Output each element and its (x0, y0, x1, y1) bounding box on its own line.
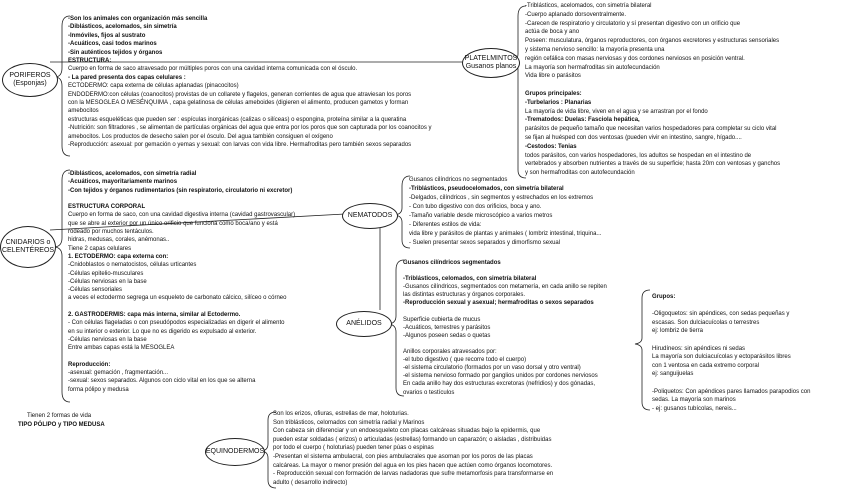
equinodermos-line: por todo el cuerpo ( holoturias) pueden tener púas o espinas (273, 445, 434, 452)
anelidos-line: -Reproducción sexual y asexual; hermafroditas o sexos separados (403, 300, 594, 307)
cnidarios-line: Tiene 2 capas celulares (68, 245, 132, 252)
equinodermos-line: - Reproducción sexual con formación de larvas nadadoras que sufre metamorfosis para transformarse en (273, 471, 554, 478)
cnidarios-line (68, 353, 295, 361)
equinodermos-line: pueden estar soldadas ( erizos) o articuladas (estrellas) formando un caparazón; o aisladas , distribuidas (273, 436, 552, 443)
equinodermos-line: -Presentan el sistema ambulacral, con pies ambulacrales que asoman por los poros de las placas (273, 453, 533, 460)
cnidarios-line: -Diblásticos, acelomados, con simetría radial (68, 171, 197, 177)
cnidarios-line: a veces el ectodermo segrega un esqueleto de carbonato cálcico, silíceo o córneo (68, 295, 287, 302)
grupos-line (652, 379, 810, 388)
poriferos-text (68, 15, 432, 150)
anelidos-line: -el tubo digestivo ( que recorre todo el cuerpo) (403, 357, 527, 364)
anelidos-line (403, 340, 607, 348)
platelmintos-line: Vida libre o parásitos (525, 73, 581, 80)
poriferos-line: Cuerpo en forma de saco atravesado por múltiples poros con una cavidad interna comunicada con el ósculo. (68, 66, 358, 73)
poriferos-line: -Son los animales con organización más sencilla (68, 16, 208, 22)
nematodos-line: -Tamaño variable desde microscópico a varios metros (409, 213, 553, 219)
platelmintos-line: -Trematodos: Duelas: Fasciola hepática, (525, 117, 640, 124)
cnidarios-note-1: Tienen 2 formas de vida (27, 413, 92, 419)
platelmintos-line: Grupos principales: (525, 90, 582, 97)
grupos-line: Grupos: (652, 294, 676, 300)
cnidarios-line: hidras, medusas, corales, anémonas.. (68, 237, 170, 244)
grupos-line: La mayoría son dulciacuícolas y ectoparásitos libres (652, 354, 791, 361)
bracket-anelidos (389, 260, 404, 396)
cnidarios-line: en su interior o exterior. Lo que no es digerido es expulsado al exterior. (68, 328, 257, 335)
grupos-line: -Poliquetos: Con apéndices pares llamados parapodios con (652, 388, 811, 395)
platelmintos-line: La mayoría son hermafroditas sin autofecundación (525, 64, 660, 71)
node-equinodermos[interactable] (205, 438, 265, 466)
node-poriferos-title: PORIFEROS (9, 72, 51, 79)
nematodos-line: - Con tubo digestivo con dos orificios, boca y ano. (409, 204, 542, 210)
platelmintos-line: todos parásitos, con varios hospedadores, los adultos se hospedan en el intestino de (525, 152, 752, 159)
node-cnidarios-sub: CELENTÉREOS (1, 247, 55, 254)
node-cnidarios-title: CNIDARIOS o (5, 239, 51, 246)
equinodermos-line: adulto ( desarrollo indirecto) (273, 479, 348, 486)
cnidarios-line: -sexual: sexos separados. Algunos con ciclo vital en los que se alterna (68, 378, 256, 385)
nematodos-line: -Triblásticos, pseudocelomados, con simetría bilateral (409, 186, 564, 192)
platelmintos-line: actúa de boca y ano (525, 29, 580, 36)
platelmintos-line: parásitos de pequeño tamaño que necesitan varios hospedadores para completar su ciclo vital (525, 126, 777, 133)
platelmintos-line: -Triblásticos, acelomados, con simetría bilateral (525, 3, 652, 9)
cnidarios-line: -Células sensoriales (68, 287, 123, 294)
poriferos-line: -Diblásticos, acelomados, sin simetría (68, 24, 177, 31)
platelmintos-line: Poseen: musculatura, órganos reproductores, con órganos excretores y estructuras sensoriales (525, 38, 780, 45)
grupos-line: Hirudíneos: sin apéndices ni sedas (652, 345, 746, 352)
grupos-line: sedas. La mayoría son marinos (652, 397, 736, 404)
cnidarios-line (68, 195, 295, 203)
poriferos-line: ESTRUCTURA: (68, 58, 112, 65)
cnidarios-line (68, 303, 295, 311)
grupos-text (652, 293, 810, 413)
platelmintos-line (525, 81, 780, 90)
poriferos-line: -Nutrición: son filtradores , se alimentan de partículas orgánicas del agua que entra por los poros que son capturada por los coanocitos y (68, 125, 432, 132)
nematodos-text (409, 176, 601, 248)
cnidarios-line: ESTRUCTURA CORPORAL (68, 204, 146, 211)
poriferos-line: -Reproducción: asexual: por gemación o yemas y sexual: con larvas con vida libre. Hermafroditas pero también sexos separados (68, 142, 412, 149)
poriferos-line: con la MESOGLEA O MESÉNQUIMA , capa gelatinosa de células ameboides (digieren el alimento, producen gametos y forman (68, 100, 409, 107)
node-poriferos[interactable] (2, 63, 58, 97)
poriferos-line: - La pared presenta dos capas celulares : (68, 74, 186, 81)
platelmintos-line: y sistema nervioso sencillo: la mayoría presenta una (525, 46, 665, 53)
cnidarios-line: -Acuáticos, mayoritariamente marinos (68, 179, 178, 186)
anelidos-line: -Acuáticos, terrestres y parásitos (403, 324, 491, 331)
grupos-line: ej: lombriz de tierra (652, 328, 704, 335)
bracket-platelmintos (510, 6, 526, 178)
equinodermos-line: calcáreas. La mayor o menor presión del agua en los pies hacen que actúen como órganos locomotores. (273, 462, 553, 469)
platelmintos-text (525, 2, 780, 178)
node-platelmintos-sub: Gusanos planos (465, 63, 517, 70)
node-platelmintos-title: PLATELMINTOS (464, 55, 518, 62)
platelmintos-line: se fijan al huésped con dos ventosas (pueden vivir en intestino, sangre, hígado.... (525, 134, 742, 141)
anelidos-line: -Algunos poseen sedas o quetas (403, 332, 491, 339)
grupos-line: con 1 ventosa en cada extremo corporal (652, 362, 760, 369)
cnidarios-text (68, 170, 295, 394)
platelmintos-line: -Carecen de respiratorio y circulatorio y sí presentan digestivo con un orificio que (525, 20, 741, 27)
equinodermos-text (273, 410, 553, 487)
grupos-line: - ej: gusanos tubícolas, nereis... (652, 405, 737, 412)
nematodos-line: - Diferentes estilos de vida: (409, 222, 482, 228)
nematodos-line: Gusanos cilíndricos no segmentados (409, 177, 508, 183)
anelidos-line: -el sistema circulatorio (formados por un vaso dorsal y otro ventral) (403, 365, 581, 372)
grupos-line (652, 336, 810, 345)
cnidarios-line: 1. ECTODERMO: capa externa con: (68, 253, 169, 260)
anelidos-line: ovarios o testículos (403, 389, 455, 396)
equinodermos-line: Son los erizos, ofiuras, estrellas de mar, holoturias. (273, 411, 409, 417)
node-anelidos[interactable] (336, 311, 392, 337)
anelidos-line: -Gusanos cilíndricos, segmentados con metamería, en cada anillo se repiten (403, 284, 607, 291)
nematodos-line: vida libre y parásitos de plantas y animales ( lombriz intestinal, triquina... (409, 231, 602, 237)
grupos-line: -Oligoquetos: sin apéndices, con sedas pequeñas y (652, 311, 790, 318)
node-anelidos-title: ANÉLIDOS (346, 320, 382, 327)
anelidos-line: Anillos corporales atravesados por: (403, 349, 497, 356)
cnidarios-line: 2. GASTRODERMIS: capa más interna, similar al Ectodermo. (68, 312, 241, 319)
bracket-nematodos (395, 176, 410, 248)
cnidarios-line: -Células nerviosas en la base (68, 278, 147, 285)
cnidarios-line: Reproducción: (68, 361, 111, 368)
grupos-line (652, 302, 810, 311)
nematodos-line: -Delgados, cilíndricos , sin segmentos y estrechados en los extremos (409, 195, 594, 201)
platelmintos-line: vertebrados y absorben nutrientes a través de su superficie; hasta 20m con ventosas y ganchos (525, 161, 781, 168)
anelidos-line: En cada anillo hay dos estructuras excretoras (nefridios) y dos gónadas, (403, 381, 596, 388)
node-nematodos-title: NEMATODOS (347, 212, 393, 219)
platelmintos-line: región cefálica con masas nerviosas y dos cordones nerviosos en posición ventral. (525, 55, 745, 62)
cnidarios-line: -Células epitelio-musculares (68, 270, 144, 277)
cnidarios-line: que se abre al exterior por un único orificio que funciona como boca/ano y está (68, 220, 278, 227)
poriferos-line: -Sin auténticos tejidos y órganos (68, 49, 163, 56)
cnidarios-line: Cuerpo en forma de saco, con una cavidad digestiva interna (cavidad gastrovascular) (68, 212, 296, 219)
anelidos-line (403, 308, 607, 316)
poriferos-line: amebocitos. Los productos de desecho salen por el ósculo. Del agua también consiguen el oxígeno (68, 133, 333, 140)
equinodermos-line: Con cabeza sin diferenciar y un endoesqueleto con placas calcáreas situadas bajo la epidermis, que (273, 428, 541, 435)
cnidarios-line: -Células nerviosas en la base (68, 336, 147, 343)
cnidarios-line: - Con células flageladas o con pseudópodos especializadas en digerir el alimento (68, 320, 285, 327)
anelidos-line: Gusanos cilíndricos segmentados (403, 260, 501, 266)
poriferos-line: -Acuáticos, casi todos marinos (68, 41, 157, 48)
anelidos-line: -Triblásticos, celomados, con simetría bilateral (403, 276, 537, 283)
platelmintos-line: -Cuerpo aplanado dorsoventralmente. (525, 11, 627, 18)
poriferos-line: estructuras esqueléticas que pueden ser : espículas inorgánicas (calizas o silíceas) o espongina, proteína similar a la queratina (68, 116, 407, 123)
node-poriferos-sub: (Esponjas) (13, 80, 47, 87)
poriferos-line: ENDODERMO:con células (coanocitos) provistas de un collarete y flagelos, generan corrientes de agua que atraviesan los poros (68, 91, 412, 98)
platelmintos-line: -Turbelarios : Planarias (525, 99, 592, 106)
cnidarios-line: -asexual: gemación , fragmentación... (68, 370, 169, 377)
node-cnidarios[interactable] (0, 226, 56, 268)
platelmintos-line: La mayoría de vida libre, viven en el agua y se arrastran por el fondo (525, 108, 708, 115)
anelidos-line (403, 267, 607, 275)
anelidos-text (403, 259, 607, 397)
poriferos-line: ECTODERMO: capa externa de células aplanadas (pinacocitos) (68, 83, 239, 90)
node-equinodermos-title: EQUINODERMOS (205, 448, 265, 455)
cnidarios-line: Entre ambas capas está la MESOGLEA (68, 345, 175, 352)
platelmintos-line: -Cestodos: Tenias (525, 143, 577, 150)
cnidarios-line: -Cnidoblastos o nematocistos, células urticantes (68, 262, 197, 269)
node-nematodos[interactable] (342, 203, 398, 229)
anelidos-line: las distintas estructuras y órganos corporales. (403, 292, 526, 299)
cnidarios-line: rodeado por muchos tentáculos. (68, 229, 154, 236)
equinodermos-line: Son triblásticos, celomados con simetría radial y Marinos (273, 419, 425, 426)
bracket-grupos (635, 290, 650, 410)
grupos-line: ej: sanguijuelas (652, 371, 694, 378)
nematodos-line: - Suelen presentar sexos separados y dimorfismo sexual (409, 240, 561, 246)
anelidos-line: Superficie cubierta de mucus (403, 316, 481, 323)
poriferos-line: -Inmóviles, fijos al sustrato (68, 32, 146, 39)
poriferos-line: amebocitos (68, 108, 99, 115)
anelidos-line: -el sistema nervioso formado por ganglios unidos por cordones nerviosos (403, 373, 598, 380)
cnidarios-line: -Con tejidos y órganos rudimentarios (sin respiratorio, circulatorio ni excretor) (68, 187, 293, 194)
grupos-line: escasas. Son dulciacuícolas o terrestres (652, 319, 760, 326)
platelmintos-line: y son hermafroditas con autofecundación (525, 170, 635, 177)
node-platelmintos[interactable] (462, 48, 520, 78)
cnidarios-note-2: TIPO PÓLIPO y TIPO MEDUSA (18, 422, 105, 428)
cnidarios-line: forma pólipo y medusa (68, 386, 129, 393)
